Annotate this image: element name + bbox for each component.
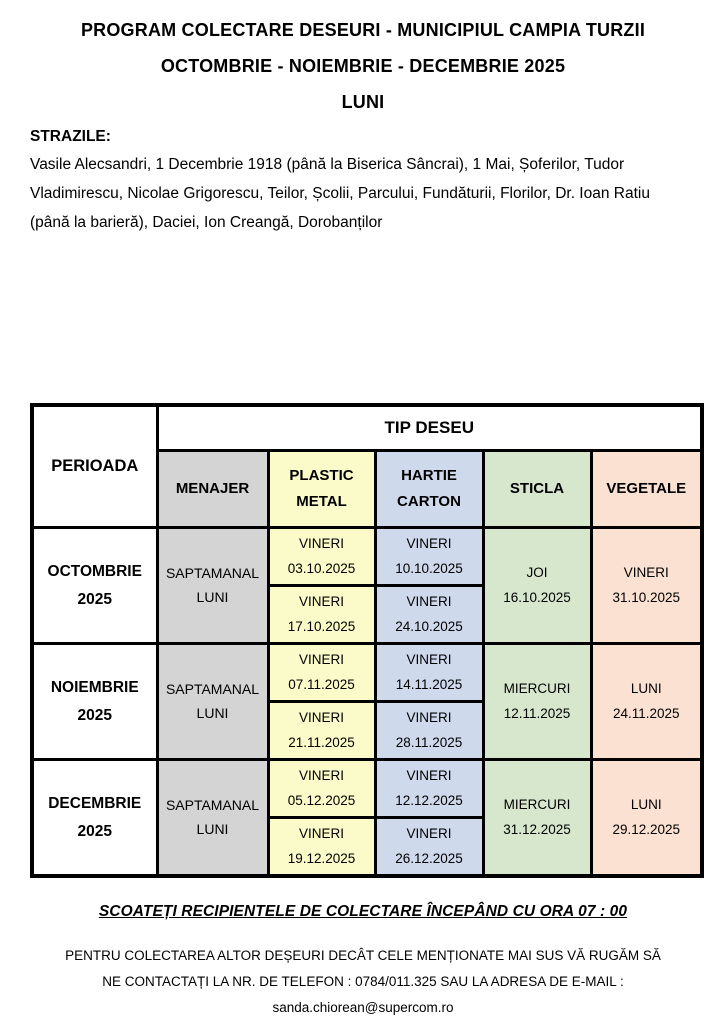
slot-day: MIERCURI	[503, 796, 571, 812]
cell-plastic-dec-1	[268, 760, 375, 818]
slot-date: 10.10.2025	[395, 560, 463, 576]
header-vegetale: VEGETALE	[591, 451, 702, 528]
contact-email: sanda.chiorean@supercom.ro	[272, 1000, 454, 1015]
slot-day: VINERI	[298, 535, 344, 551]
cell-menajer-octombrie	[157, 528, 268, 644]
menajer-day: LUNI	[196, 820, 229, 837]
slot-date: 24.11.2025	[612, 705, 680, 721]
cell-plastic-nov-2	[268, 702, 375, 760]
cell-hartie-dec-1	[375, 760, 483, 818]
slot-day: JOI	[526, 564, 548, 580]
contact-info: PENTRU COLECTAREA ALTOR DEȘEURI DECÂT CELE MENȚIONATE MAI SUS VĂ RUGĂM SĂ NE CONTACTAȚI LA NR. DE TELEFON : 0784/011.325 SAU LA ADRESA DE E-MAIL :	[65, 948, 661, 989]
cell-hartie-nov-1	[375, 644, 483, 702]
slot-date: 05.12.2025	[287, 792, 356, 808]
cell-hartie-dec-2	[375, 818, 483, 877]
slot-day: VINERI	[406, 535, 452, 551]
collection-schedule-table	[30, 403, 704, 878]
slot-date: 16.10.2025	[503, 589, 571, 605]
table-row-decembrie-1	[32, 760, 702, 818]
header-perioada: PERIOADA	[32, 405, 157, 528]
header-sticla: STICLA	[483, 451, 591, 528]
slot-day: VINERI	[298, 825, 344, 841]
menajer-frequency: SAPTAMANAL	[165, 680, 260, 697]
table-header-row-group	[32, 405, 702, 451]
header-hartie-line1: HARTIE	[401, 466, 457, 484]
menajer-day: LUNI	[196, 588, 229, 605]
period-month: OCTOMBRIE	[47, 563, 142, 581]
slot-day: MIERCURI	[503, 680, 571, 696]
cell-vegetale-noiembrie	[591, 644, 702, 760]
slot-day: LUNI	[630, 796, 662, 812]
slot-day: VINERI	[406, 651, 452, 667]
cell-hartie-oct-1	[375, 528, 483, 586]
cell-menajer-decembrie	[157, 760, 268, 877]
streets-label: STRAZILE:	[30, 128, 111, 145]
period-month: DECEMBRIE	[48, 795, 142, 813]
cell-hartie-oct-2	[375, 586, 483, 644]
slot-date: 03.10.2025	[287, 560, 356, 576]
document-title: PROGRAM COLECTARE DESEURI - MUNICIPIUL CAMPIA TURZII	[80, 20, 646, 40]
slot-date: 29.12.2025	[612, 821, 681, 837]
slot-day: VINERI	[298, 767, 344, 783]
collection-time-notice: SCOATEȚI RECIPIENTELE DE COLECTARE ÎNCEPÂND CU ORA 07 : 00	[98, 903, 628, 920]
period-decembrie	[32, 760, 157, 877]
table-row-octombrie-1	[32, 528, 702, 586]
cell-sticla-decembrie	[483, 760, 591, 877]
slot-day: VINERI	[406, 709, 452, 725]
header-hartie-carton	[375, 451, 483, 528]
slot-date: 07.11.2025	[288, 676, 355, 692]
document-subtitle-period: OCTOMBRIE - NOIEMBRIE - DECEMBRIE 2025	[160, 56, 566, 76]
menajer-day: LUNI	[196, 704, 229, 721]
slot-date: 17.10.2025	[287, 618, 356, 634]
slot-day: VINERI	[298, 593, 344, 609]
slot-date: 26.12.2025	[395, 850, 463, 866]
header-plastic-line2: METAL	[296, 493, 347, 510]
slot-day: VINERI	[406, 593, 452, 609]
slot-date: 28.11.2025	[395, 734, 463, 750]
slot-day: LUNI	[630, 680, 662, 696]
header-plastic-metal	[268, 451, 375, 528]
slot-date: 21.11.2025	[288, 734, 355, 750]
slot-date: 14.11.2025	[395, 676, 463, 692]
document-subtitle-day: LUNI	[341, 92, 385, 112]
slot-date: 12.12.2025	[395, 792, 463, 808]
streets-list: Vasile Alecsandri, 1 Decembrie 1918 (până la Biserica Sâncrai), 1 Mai, Șoferilor, Tudor Vladimirescu, Nicolae Grigorescu, Teilor, Școlii, Parcului, Fundăturii, Florilor, Dr. Ioan Ratiu (până la barieră), Daciei, Ion Creangă, Dorobanților	[30, 156, 650, 231]
period-noiembrie	[32, 644, 157, 760]
cell-plastic-nov-1	[268, 644, 375, 702]
period-octombrie	[32, 528, 157, 644]
cell-vegetale-decembrie	[591, 760, 702, 877]
menajer-frequency: SAPTAMANAL	[165, 564, 260, 581]
cell-plastic-dec-2	[268, 818, 375, 877]
period-year: 2025	[77, 590, 112, 608]
slot-date: 24.10.2025	[395, 618, 463, 634]
slot-date: 31.10.2025	[612, 589, 681, 605]
slot-day: VINERI	[623, 564, 669, 580]
slot-date: 12.11.2025	[503, 705, 571, 721]
period-month: NOIEMBRIE	[50, 679, 139, 697]
header-hartie-line2: CARTON	[397, 493, 461, 510]
cell-sticla-octombrie	[483, 528, 591, 644]
cell-menajer-noiembrie	[157, 644, 268, 760]
document-header	[30, 20, 696, 113]
period-year: 2025	[77, 822, 112, 840]
cell-plastic-oct-1	[268, 528, 375, 586]
table-row-noiembrie-1	[32, 644, 702, 702]
period-year: 2025	[77, 706, 112, 724]
header-plastic-line1: PLASTIC	[289, 466, 354, 484]
menajer-frequency: SAPTAMANAL	[165, 796, 260, 813]
slot-date: 31.12.2025	[503, 821, 571, 837]
cell-hartie-nov-2	[375, 702, 483, 760]
slot-day: VINERI	[298, 709, 344, 725]
cell-sticla-noiembrie	[483, 644, 591, 760]
slot-day: VINERI	[298, 651, 344, 667]
slot-date: 19.12.2025	[287, 850, 356, 866]
header-tip-deseu: TIP DESEU	[157, 405, 702, 451]
slot-day: VINERI	[406, 825, 452, 841]
cell-plastic-oct-2	[268, 586, 375, 644]
cell-vegetale-octombrie	[591, 528, 702, 644]
slot-day: VINERI	[406, 767, 452, 783]
header-menajer: MENAJER	[157, 451, 268, 528]
